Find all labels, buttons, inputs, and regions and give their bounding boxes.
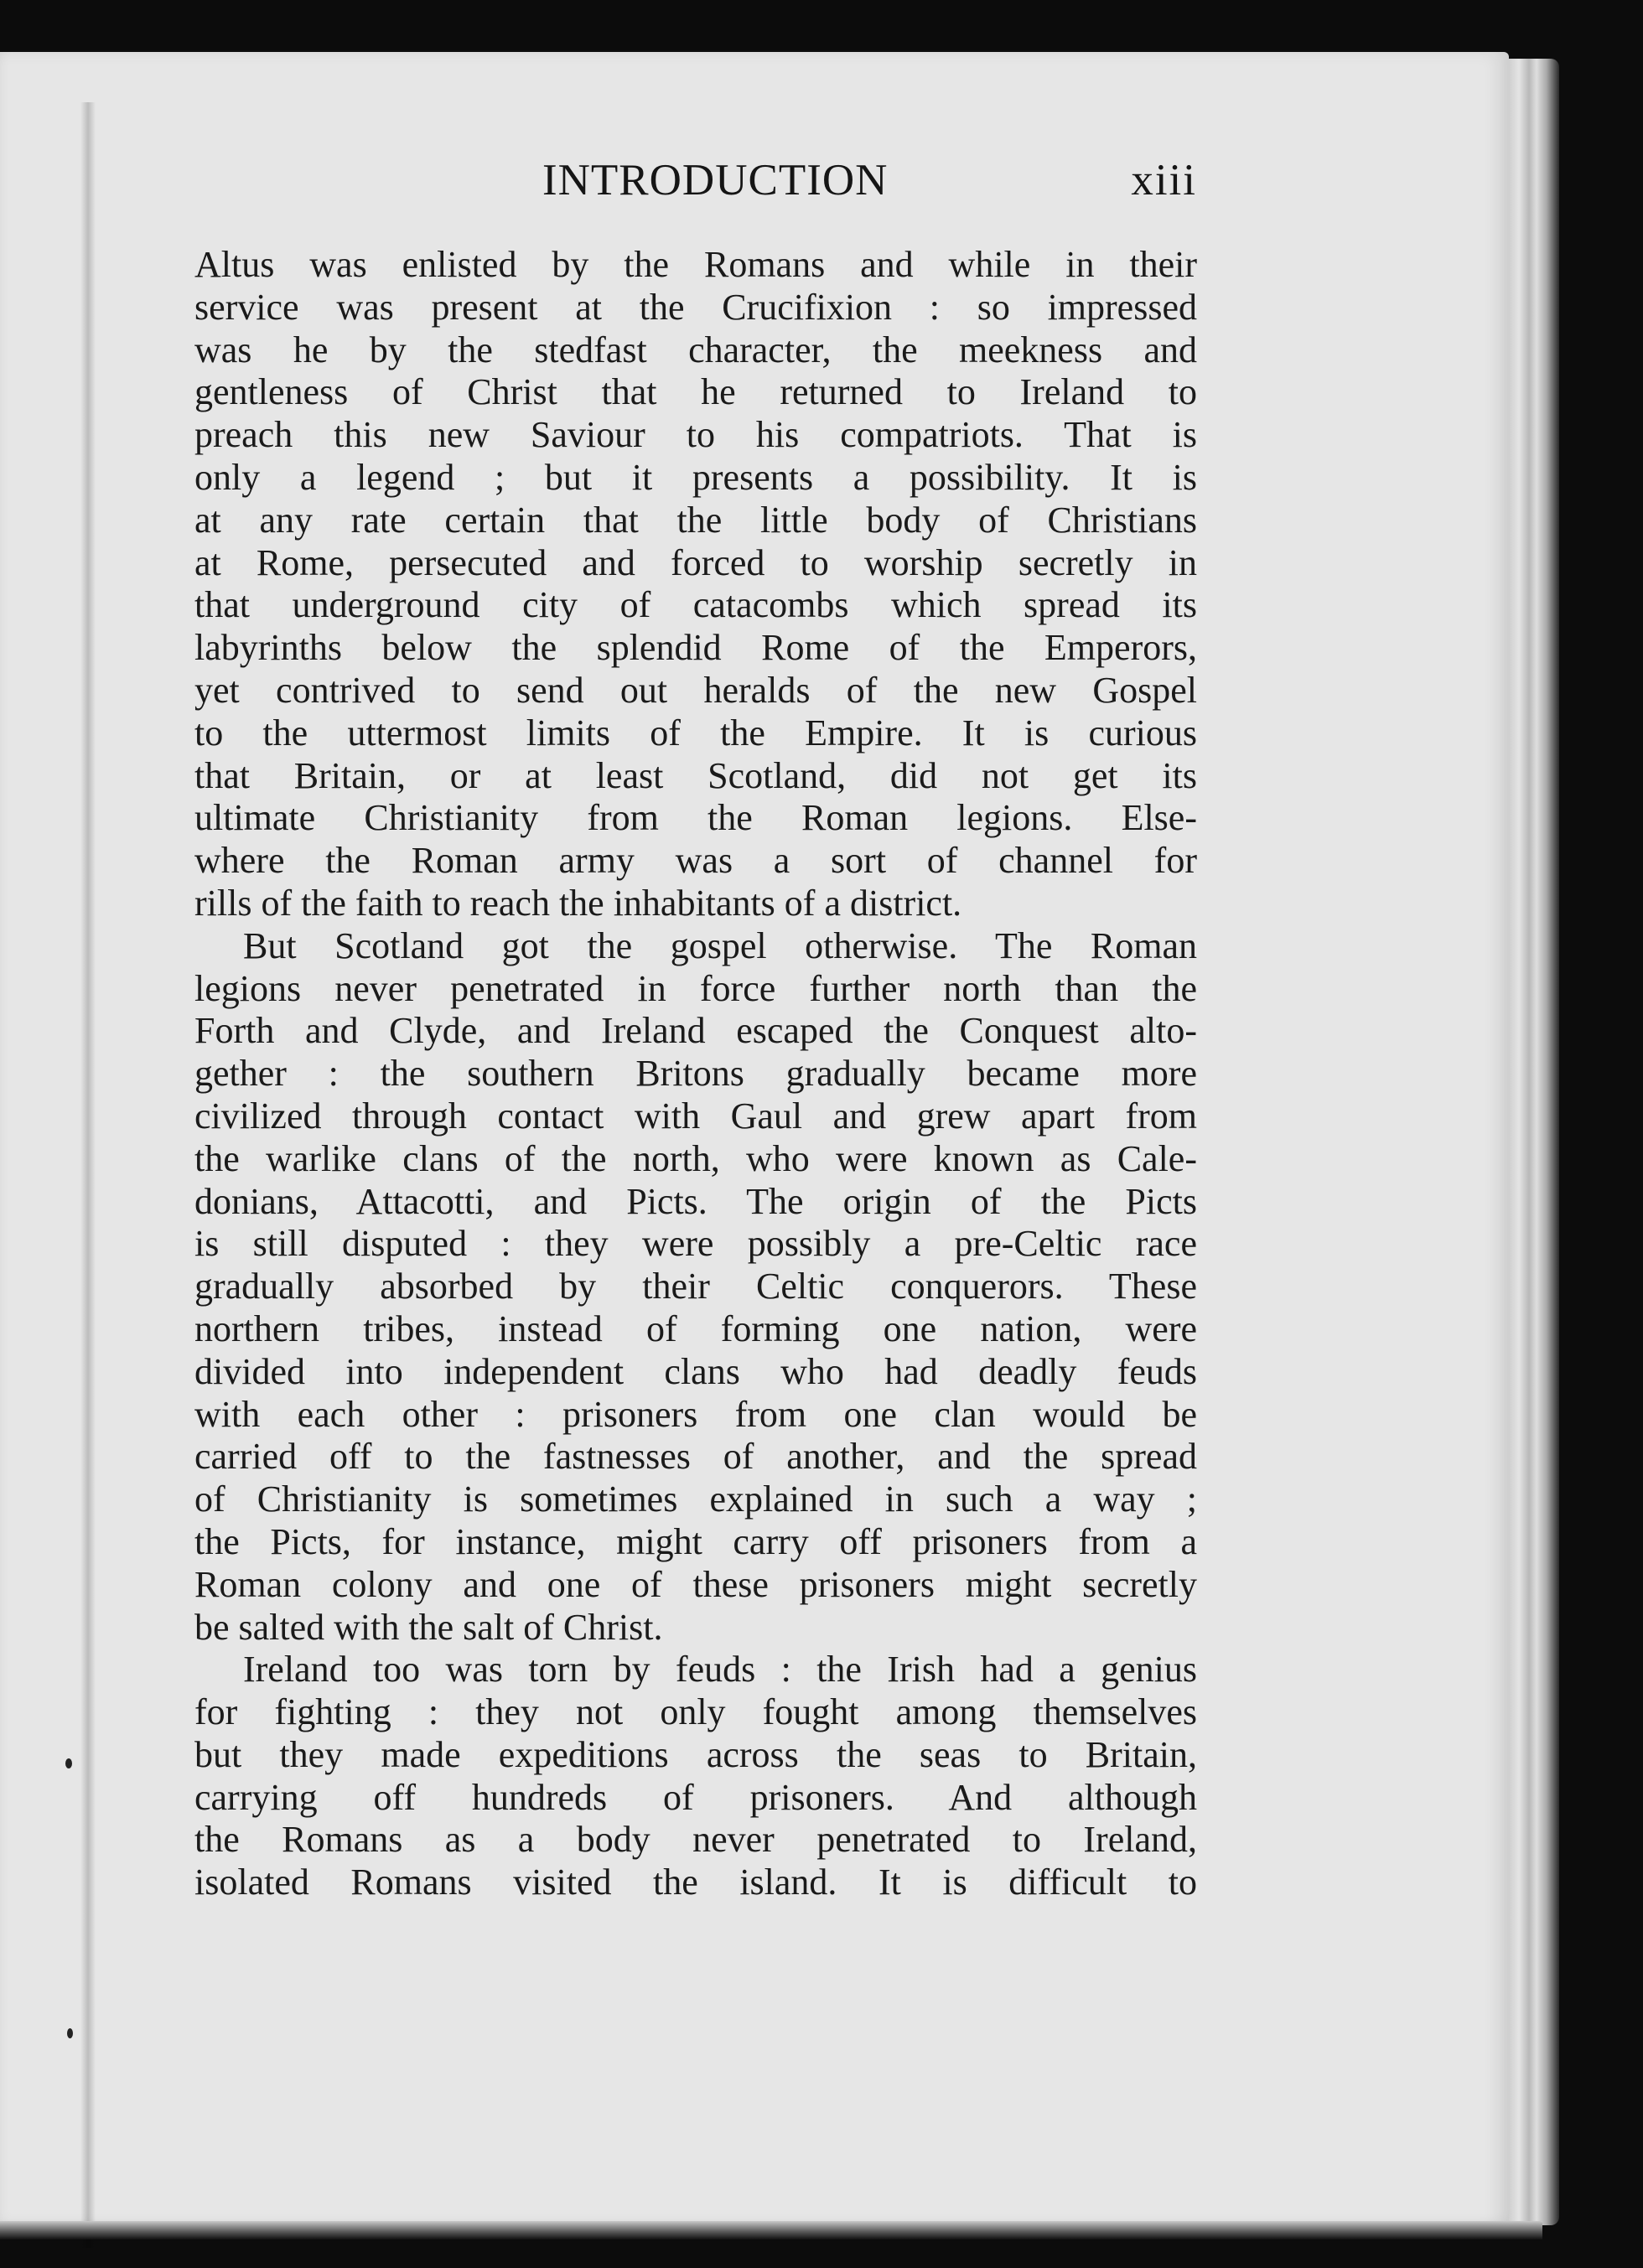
- text-line: where the Roman army was a sort of channel for: [194, 840, 1197, 882]
- text-line: isolated Romans visited the island. It is difficult to: [194, 1862, 1197, 1903]
- text-line: but they made expeditions across the seas to Britain,: [194, 1733, 1197, 1775]
- text-line: Roman colony and one of these prisoners might secretly: [194, 1563, 1197, 1605]
- text-line: only a legend ; but it presents a possibility. It is: [194, 456, 1197, 498]
- text-line: donians, Attacotti, and Picts. The origin of the Picts: [194, 1180, 1197, 1222]
- text-line: labyrinths below the splendid Rome of the Emperors,: [194, 627, 1197, 669]
- text-line: legions never penetrated in force further north than the: [194, 967, 1197, 1009]
- text-line: rills of the faith to reach the inhabitants of a district.: [194, 882, 962, 924]
- text-line: with each other : prisoners from one clan would be: [194, 1393, 1197, 1435]
- scan-speck: [67, 2028, 73, 2038]
- text-line: civilized through contact with Gaul and grew apart from: [194, 1095, 1197, 1137]
- text-line: that Britain, or at least Scotland, did not get its: [194, 754, 1197, 796]
- running-title: INTRODUCTION: [542, 156, 889, 205]
- text-line: carrying off hundreds of prisoners. And although: [194, 1776, 1197, 1818]
- text-line: be salted with the salt of Christ.: [194, 1606, 663, 1648]
- text-line: to the uttermost limits of the Empire. It is curious: [194, 712, 1197, 753]
- text-line: preach this new Saviour to his compatriots. That is: [194, 414, 1197, 456]
- text-line: that underground city of catacombs which spread its: [194, 584, 1197, 626]
- binding-gutter-shadow: [80, 102, 96, 2248]
- text-line: of Christianity is sometimes explained in such a way ;: [194, 1478, 1197, 1520]
- text-line: ultimate Christianity from the Roman legions. Else-: [194, 797, 1197, 839]
- text-line: service was present at the Crucifixion : so impressed: [194, 286, 1197, 328]
- text-line: at any rate certain that the little body of Christians: [194, 499, 1197, 541]
- text-line: yet contrived to send out heralds of the new Gospel: [194, 669, 1197, 711]
- page-edge-stack: [1509, 59, 1559, 2225]
- page-bottom-edge: [0, 2221, 1542, 2240]
- text-line: the Romans as a body never penetrated to Ireland,: [194, 1819, 1197, 1861]
- text-line: is still disputed : they were possibly a pre-Celtic race: [194, 1223, 1197, 1265]
- text-line: northern tribes, instead of forming one nation, were: [194, 1307, 1197, 1349]
- text-line: Forth and Clyde, and Ireland escaped the Conquest alto-: [194, 1010, 1197, 1052]
- text-line: the warlike clans of the north, who were known as Cale-: [194, 1137, 1197, 1179]
- text-line: divided into independent clans who had deadly feuds: [194, 1350, 1197, 1392]
- text-line: Altus was enlisted by the Romans and while in their: [194, 244, 1197, 285]
- text-line: at Rome, persecuted and forced to worship secretly in: [194, 541, 1197, 583]
- body-text: [194, 244, 1197, 1904]
- text-line: was he by the stedfast character, the meekness and: [194, 329, 1197, 370]
- text-line: gradually absorbed by their Celtic conquerors. These: [194, 1266, 1197, 1307]
- scan-speck: [65, 1758, 72, 1768]
- text-line: Ireland too was torn by feuds : the Irish had a genius: [243, 1649, 1197, 1691]
- page-number: xiii: [1131, 156, 1197, 205]
- text-line: the Picts, for instance, might carry off prisoners from a: [194, 1520, 1197, 1562]
- text-line: for fighting : they not only fought among themselves: [194, 1691, 1197, 1733]
- text-line: carried off to the fastnesses of another, and the spread: [194, 1436, 1197, 1478]
- text-line: gentleness of Christ that he returned to Ireland to: [194, 371, 1197, 413]
- running-head: [194, 155, 1197, 214]
- text-line: gether : the southern Britons gradually became more: [194, 1053, 1197, 1095]
- text-line: But Scotland got the gospel otherwise. The Roman: [243, 924, 1197, 966]
